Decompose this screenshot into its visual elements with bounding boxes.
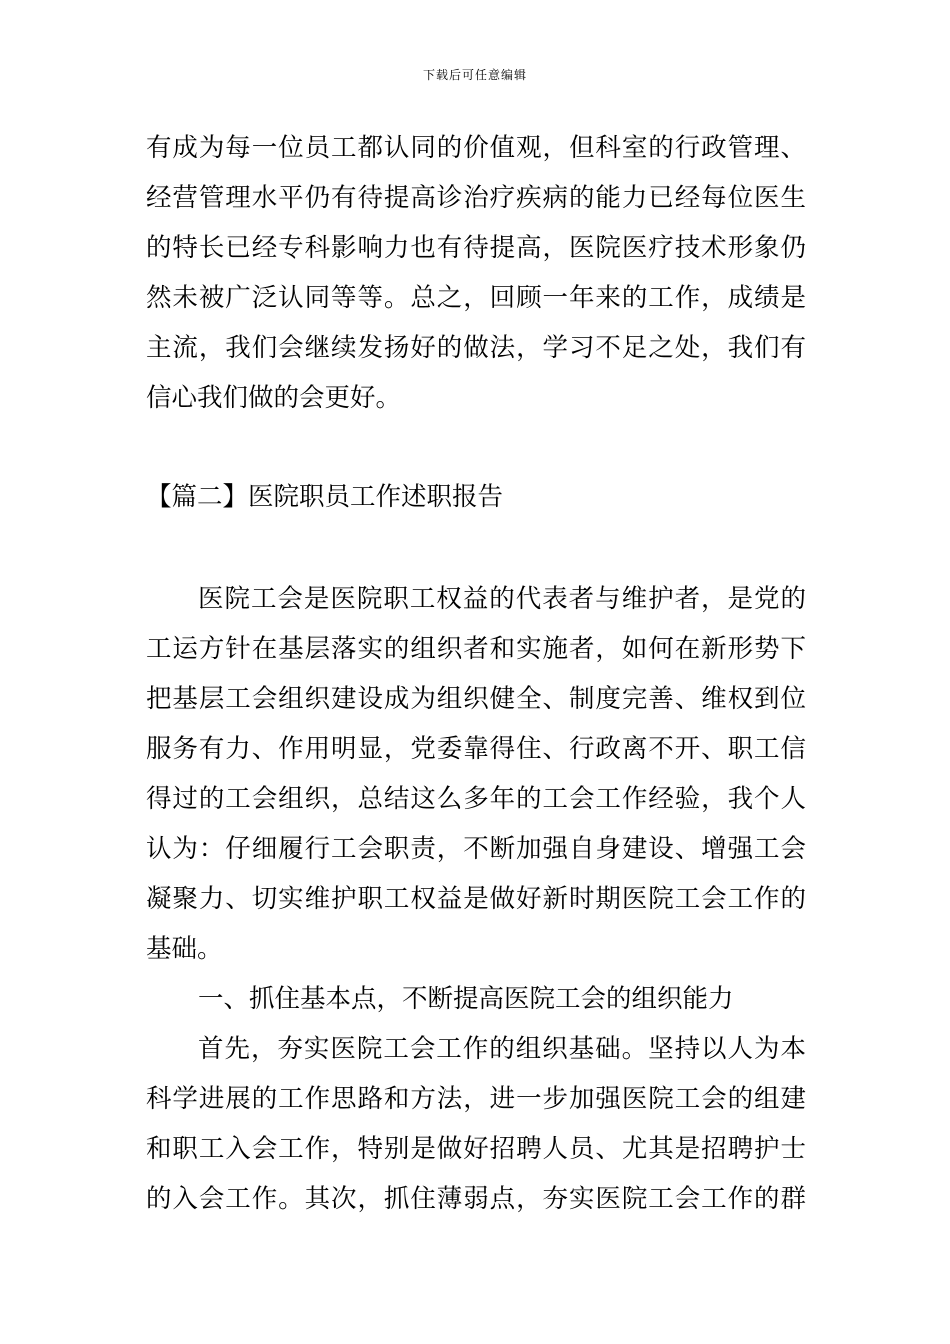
text-line: 凝聚力、切实维护职工权益是做好新时期医院工会工作的 bbox=[146, 884, 806, 914]
text-line: 的入会工作。其次，抓住薄弱点，夯实医院工会工作的群 bbox=[146, 1184, 806, 1214]
subheading: 一、抓住基本点，不断提高医院工会的组织能力 bbox=[198, 984, 734, 1014]
text-line: 服务有力、作用明显，党委靠得住、行政离不开、职工信 bbox=[146, 734, 806, 764]
text-line: 有成为每一位员工都认同的价值观，但科室的行政管理、 bbox=[146, 133, 806, 163]
text-line: 把基层工会组织建设成为组织健全、制度完善、维权到位 bbox=[146, 684, 806, 714]
text-line: 然未被广泛认同等等。总之，回顾一年来的工作，成绩是 bbox=[146, 283, 806, 313]
text-line: 和职工入会工作，特别是做好招聘人员、尤其是招聘护士 bbox=[146, 1134, 806, 1164]
text-line: 得过的工会组织，总结这么多年的工会工作经验，我个人 bbox=[146, 784, 806, 814]
text-line: 科学进展的工作思路和方法，进一步加强医院工会的组建 bbox=[146, 1084, 806, 1114]
text-line: 信心我们做的会更好。 bbox=[146, 383, 402, 413]
text-line: 基础。 bbox=[146, 934, 223, 964]
page-header-note: 下载后可任意编辑 bbox=[422, 68, 527, 82]
text-line: 工运方针在基层落实的组织者和实施者，如何在新形势下 bbox=[146, 634, 806, 664]
text-line: 认为：仔细履行工会职责，不断加强自身建设、增强工会 bbox=[146, 834, 806, 864]
section-title: 【篇二】医院职员工作述职报告 bbox=[146, 482, 504, 512]
text-line: 首先，夯实医院工会工作的组织基础。坚持以人为本 bbox=[198, 1034, 806, 1064]
text-line: 经营管理水平仍有待提高诊治疗疾病的能力已经每位医生 bbox=[146, 183, 806, 213]
text-line: 医院工会是医院职工权益的代表者与维护者，是党的 bbox=[198, 584, 806, 614]
text-line: 的特长已经专科影响力也有待提高，医院医疗技术形象仍 bbox=[146, 233, 806, 263]
text-line: 主流，我们会继续发扬好的做法，学习不足之处，我们有 bbox=[146, 333, 806, 363]
